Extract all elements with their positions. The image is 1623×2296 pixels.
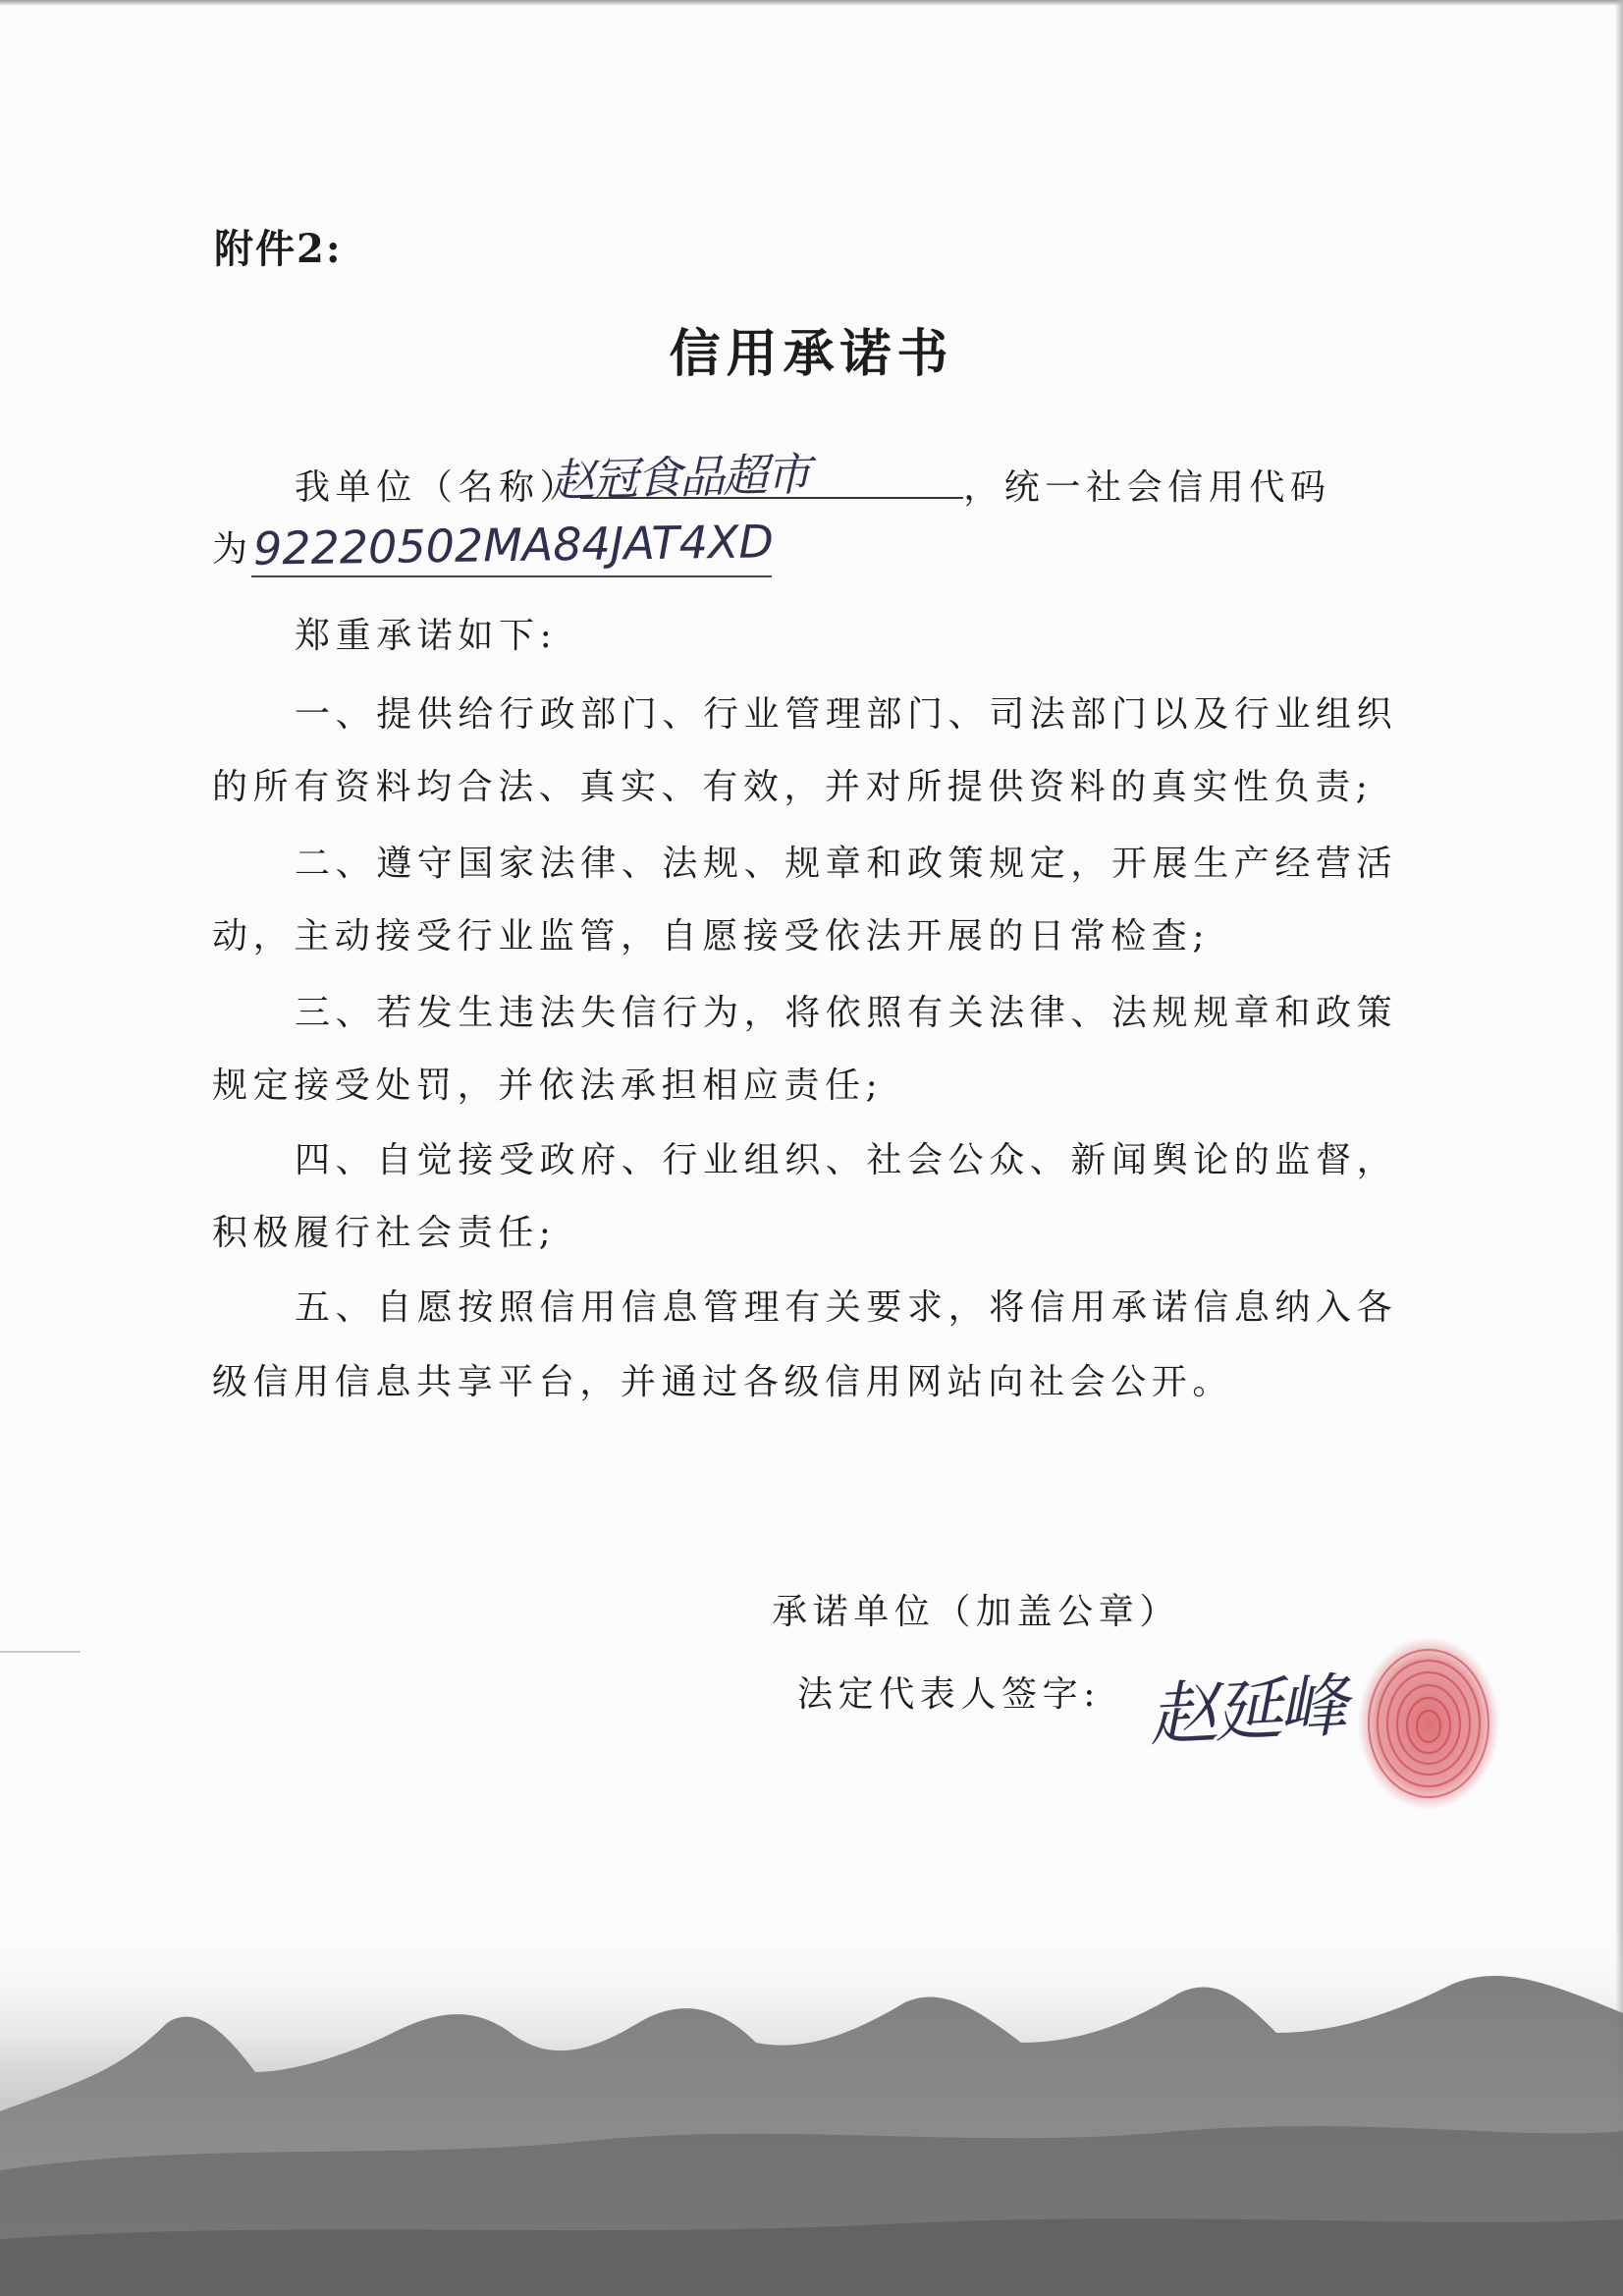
promise-header: 郑重承诺如下: <box>295 616 558 656</box>
document-title: 信用承诺书 <box>669 324 954 384</box>
margin-rule <box>0 1651 81 1653</box>
intro-line-2 <box>212 528 253 572</box>
clause-1-line-2: 的所有资料均合法、真实、有效，并对所提供资料的真实性负责; <box>212 767 1374 807</box>
legal-rep-label: 法定代表人签字: <box>797 1674 1101 1715</box>
intro-line-1 <box>295 458 1331 510</box>
clause-4-line-1: 四、自觉接受政府、行业组织、社会公众、新闻舆论的监督， <box>295 1140 1398 1180</box>
scan-edge-top <box>0 0 1623 6</box>
legal-rep-signature: 赵延峰 <box>1147 1665 1346 1757</box>
clause-5-line-1: 五、自愿按照信用信息管理有关要求，将信用承诺信息纳入各 <box>295 1287 1398 1328</box>
clause-1-line-1: 一、提供给行政部门、行业管理部门、司法部门以及行业组织 <box>295 694 1398 735</box>
clause-3-line-2: 规定接受处罚，并依法承担相应责任; <box>212 1066 884 1106</box>
clause-4-line-2: 积极履行社会责任; <box>212 1213 557 1253</box>
intro-prefix: 我单位（名称） <box>295 467 581 508</box>
intro-suffix: ，统一社会信用代码 <box>963 467 1331 508</box>
credit-code-underline <box>251 575 772 577</box>
code-prefix: 为 <box>212 529 253 570</box>
promise-unit-label: 承诺单位（加盖公章） <box>772 1592 1181 1632</box>
fingerprint-mark <box>1350 1630 1507 1817</box>
clause-3-line-1: 三、若发生违法失信行为，将依照有关法律、法规规章和政策 <box>295 993 1398 1033</box>
decorative-wave-background <box>0 1925 1623 2296</box>
clause-2-line-1: 二、遵守国家法律、法规、规章和政策规定，开展生产经营活 <box>295 844 1398 884</box>
attachment-label: 附件2: <box>214 226 343 272</box>
clause-5-line-2: 级信用信息共享平台，并通过各级信用网站向社会公开。 <box>212 1362 1234 1402</box>
credit-code-handwritten: 92220502MA84JAT4XD <box>252 515 775 575</box>
unit-name-handwritten: 赵冠食品超市 <box>549 447 810 508</box>
clause-2-line-2: 动，主动接受行业监管，自愿接受依法开展的日常检查; <box>212 916 1211 957</box>
